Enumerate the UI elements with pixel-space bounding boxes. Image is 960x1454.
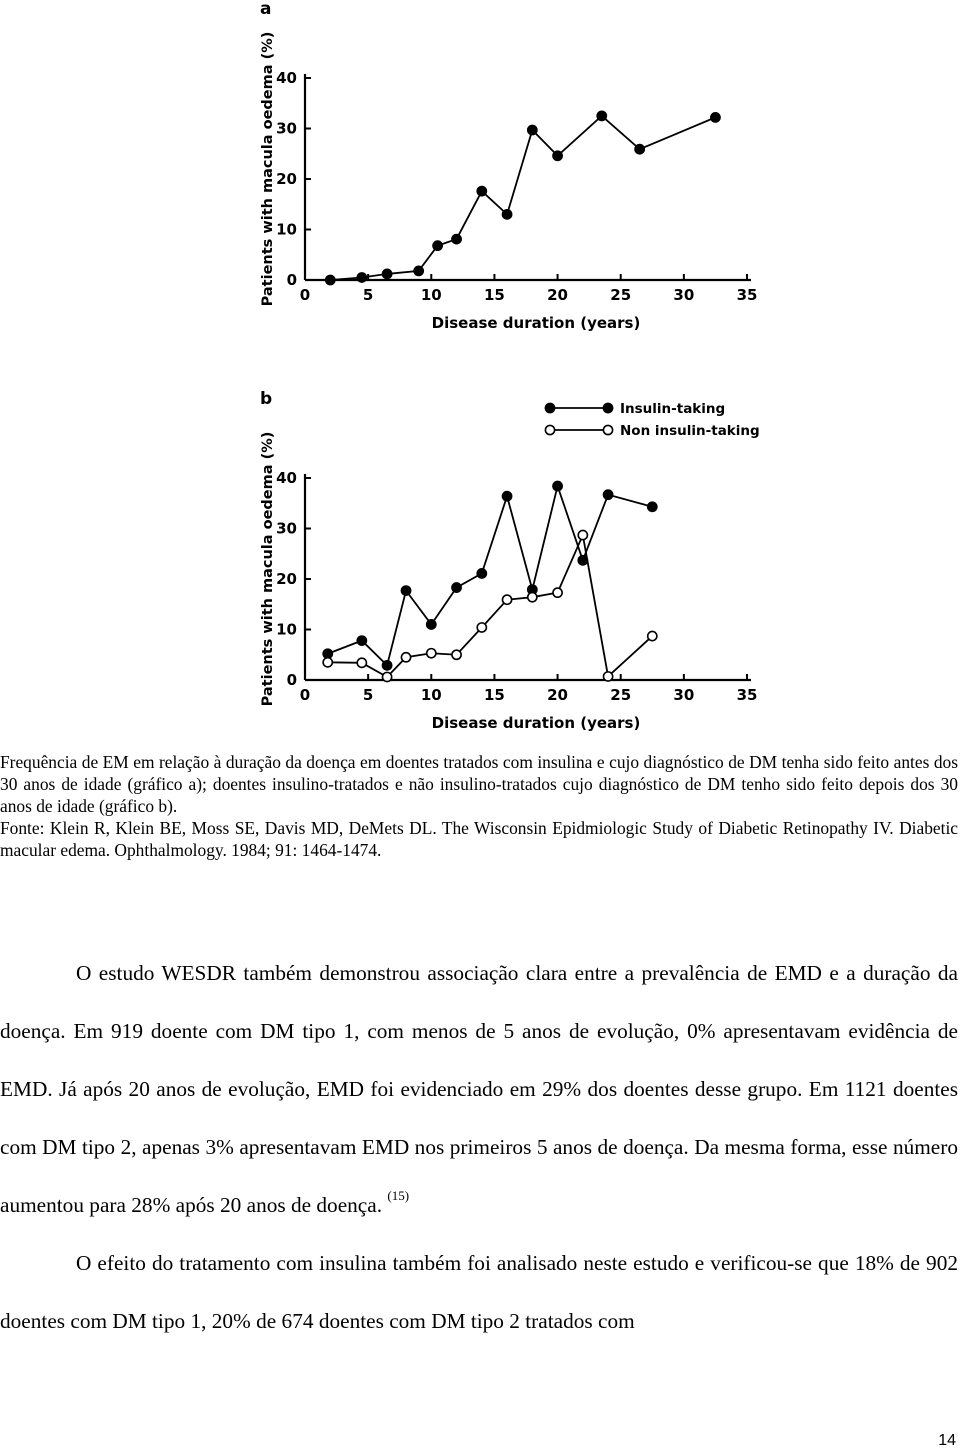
chart-a-x-tick-label: 15: [483, 286, 505, 304]
chart-b-series-0-line: [328, 486, 653, 665]
chart-b-series-1-point: [427, 649, 436, 658]
chart-b: [0, 378, 960, 758]
chart-a: [0, 0, 960, 360]
chart-a-x-tick-label: 35: [736, 286, 758, 304]
chart-b-series-1-point: [477, 623, 486, 632]
chart-a-series-0-point: [452, 234, 461, 243]
chart-b-y-tick-label: 20: [276, 570, 297, 588]
chart-a-y-tick-label: 0: [286, 271, 297, 289]
body-text: [0, 944, 958, 1350]
chart-a-series-0-point: [414, 266, 423, 275]
chart-b-series-1-point: [502, 595, 511, 604]
chart-b-series-0-point: [477, 569, 486, 578]
chart-b-x-axis-label: Disease duration (years): [431, 714, 641, 732]
chart-b-legend-marker: [603, 403, 612, 412]
chart-b-legend-label: Non insulin-taking: [620, 423, 760, 439]
caption-source: Fonte: Klein R, Klein BE, Moss SE, Davis MD, DeMets DL. The Wisconsin Epidmiologic Study of Diabetic Retinopathy IV. Diabetic macular edema. Ophthalmology. 1984; 91: 1464-1474.: [0, 817, 958, 860]
figure-caption: [0, 752, 958, 862]
body-paragraph-2: O efeito do tratamento com insulina também foi analisado neste estudo e verificou-se que 18% de 902 doentes com DM tipo 1, 20% de 674 doentes com DM tipo 2 tratados com: [0, 1251, 958, 1333]
chart-a-series-0-point: [597, 111, 606, 120]
chart-b-series-1-point: [603, 672, 612, 681]
chart-b-x-tick-label: 20: [547, 686, 569, 704]
chart-b-series-0-point: [427, 620, 436, 629]
chart-b-series-1-point: [648, 631, 657, 640]
chart-a-series-0-point: [635, 145, 644, 154]
body-paragraph-1: [0, 944, 958, 1234]
chart-b-x-tick-label: 35: [736, 686, 758, 704]
chart-b-legend-marker: [603, 425, 612, 434]
chart-b-series-0-point: [382, 661, 391, 670]
chart-a-series-0-point: [711, 113, 720, 122]
chart-b-legend-marker: [545, 425, 554, 434]
chart-b-series-1-point: [323, 658, 332, 667]
chart-b-x-tick-label: 10: [420, 686, 442, 704]
chart-a-series-0-point: [382, 269, 391, 278]
chart-b-series-1-point: [357, 658, 366, 667]
chart-b-series-1-point: [401, 653, 410, 662]
chart-a-plot: [260, 32, 757, 332]
reference-marker: (15): [387, 1188, 410, 1203]
chart-b-x-tick-label: 30: [673, 686, 695, 704]
chart-b-panel-label: b: [260, 389, 273, 409]
chart-a-x-tick-label: 10: [420, 286, 442, 304]
chart-a-y-tick-label: 10: [276, 220, 297, 239]
chart-b-series-0-point: [452, 583, 461, 592]
chart-a-panel-label: a: [260, 0, 272, 19]
chart-a-y-tick-label: 40: [276, 69, 297, 87]
chart-a-series-0-point: [528, 125, 537, 134]
chart-a-series-0-point: [553, 151, 562, 160]
chart-b-series-0-point: [603, 490, 612, 499]
chart-a-x-axis-label: Disease duration (years): [431, 314, 641, 332]
chart-b-x-tick-label: 5: [362, 686, 374, 704]
chart-a-series-0-point: [502, 210, 511, 219]
chart-a-series-0-point: [357, 273, 366, 282]
chart-a-series-0-point: [326, 275, 335, 284]
chart-b-series-0-point: [401, 586, 410, 595]
chart-b-x-tick-label: 0: [299, 686, 311, 704]
chart-a-x-tick-label: 0: [299, 286, 311, 304]
chart-b-legend-label: Insulin-taking: [620, 401, 726, 417]
chart-b-y-axis-label: Patients with macula oedema (%): [260, 431, 276, 707]
chart-b-x-tick-label: 25: [610, 686, 632, 704]
body-paragraph-1-text: O estudo WESDR também demonstrou associação clara entre a prevalência de EMD e a duração da doença. Em 919 doente com DM tipo 1, com menos de 5 anos de evolução, 0% apresentavam evidência de EMD. Já após 20 anos de evolução, EMD foi evidenciado em 29% dos doentes desse grupo. Em 1121 doentes com DM tipo 2, apenas 3% apresentavam EMD nos primeiros 5 anos de doença. Da mesma forma, esse número aumentou para 28% após 20 anos de doença.: [0, 961, 958, 1217]
chart-b-x-tick-label: 15: [483, 686, 505, 704]
chart-a-y-axis-label: Patients with macula oedema (%): [260, 31, 276, 307]
chart-a-x-tick-label: 5: [362, 286, 374, 304]
chart-b-y-tick-label: 10: [276, 620, 297, 639]
chart-a-series-0-point: [433, 241, 442, 250]
chart-b-series-1-point: [382, 672, 391, 681]
chart-b-series-0-point: [502, 492, 511, 501]
chart-a-y-tick-label: 30: [276, 119, 297, 138]
chart-b-y-tick-label: 0: [286, 671, 297, 689]
chart-b-series-1-point: [452, 650, 461, 659]
chart-b-legend-marker: [545, 403, 554, 412]
chart-a-series-0-point: [477, 187, 486, 196]
chart-a-series-0-line: [330, 116, 715, 280]
chart-b-series-1-point: [578, 530, 587, 539]
chart-b-series-1-point: [528, 593, 537, 602]
chart-b-y-tick-label: 40: [276, 469, 297, 487]
chart-b-series-0-point: [648, 502, 657, 511]
chart-b-series-1-point: [553, 588, 562, 597]
chart-b-y-tick-label: 30: [276, 519, 297, 538]
chart-b-series-0-point: [357, 636, 366, 645]
chart-a-x-tick-label: 30: [673, 286, 695, 304]
chart-b-series-0-point: [553, 481, 562, 490]
page-number: 14: [938, 1432, 956, 1449]
chart-a-x-tick-label: 25: [610, 286, 632, 304]
chart-a-y-tick-label: 20: [276, 170, 297, 188]
caption-description: Frequência de EM em relação à duração da doença em doentes tratados com insulina e cujo diagnóstico de DM tenha sido feito antes dos 30 anos de idade (gráfico a); doentes insulino-tratados e não insulino-tratados cujo diagnóstico de DM tenho sido feito depois dos 30 anos de idade (gráfico b).: [0, 752, 958, 816]
chart-b-plot: [260, 401, 760, 732]
chart-a-x-tick-label: 20: [547, 286, 569, 304]
